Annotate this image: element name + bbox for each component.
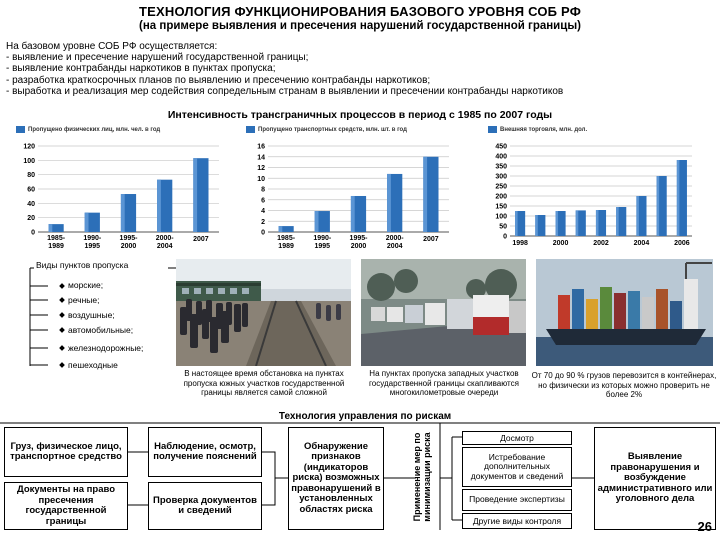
y-tick-label: 300 [495, 173, 507, 181]
y-tick-label: 10 [257, 175, 265, 183]
y-tick-label: 60 [27, 186, 35, 194]
y-tick-label: 100 [495, 213, 507, 221]
x-tick-label: 1989 [278, 243, 294, 250]
detect-text: Обнаружение признаков (индикаторов риска) возможных правонарушений в установленных областях риска [291, 440, 381, 515]
y-tick-label: 0 [31, 229, 35, 237]
apply-measures-text: Применение мер по минимизации риска [412, 432, 432, 522]
y-tick-label: 20 [27, 215, 35, 223]
x-tick-label: 1990- [313, 235, 332, 242]
x-tick-label: 2006 [674, 240, 690, 247]
port-caption: От 70 до 90 % грузов перевозится в контейнерах, но физически из которых можно проверить не более 2% [531, 371, 717, 399]
x-tick-label: 2004 [633, 240, 650, 247]
x-tick-label: 2000 [552, 240, 569, 247]
chart-title: Пропущено физических лиц, млн. чел. в год [28, 126, 161, 133]
checkpoint-item: автомобильные; [68, 325, 134, 335]
y-tick-label: 250 [495, 183, 507, 191]
y-tick-label: 2 [261, 218, 265, 226]
observe-box: Наблюдение, осмотр, получение пояснений [148, 427, 262, 477]
y-tick-label: 50 [499, 223, 507, 231]
intro-line: - выявление и пресечение нарушений государственной границы; [6, 52, 309, 64]
chart-title: Внешняя торговля, млн. дол. [500, 126, 588, 133]
y-tick-label: 120 [23, 143, 35, 151]
detect-box [288, 427, 384, 530]
result-box: Выявление правонарушения и возбуждение административного или уголовного дела [594, 427, 716, 530]
x-tick-label: 2000 [120, 243, 137, 250]
x-tick-label: 1985- [277, 235, 296, 242]
y-tick-label: 200 [495, 193, 507, 201]
x-tick-label: 2000- [385, 235, 404, 242]
x-tick-label: 2002 [593, 240, 609, 247]
x-tick-label: 2007 [423, 236, 439, 243]
checkpoint-item: речные; [68, 295, 100, 305]
y-tick-label: 6 [261, 197, 265, 205]
x-tick-label: 2000- [155, 235, 174, 242]
measure-other: Другие виды контроля [462, 513, 572, 529]
x-tick-label: 1990- [83, 235, 102, 242]
x-tick-label: 2004 [156, 243, 173, 250]
y-tick-label: 4 [261, 208, 265, 215]
y-tick-label: 150 [495, 203, 507, 211]
measure-documents: Истребование дополнительных документов и сведений [462, 447, 572, 487]
checkpoint-item: воздушные; [68, 310, 115, 320]
section-title: Интенсивность трансграничных процессов в период с 1985 по 2007 годы [167, 109, 553, 121]
management-title: Технология управления по рискам [278, 411, 452, 422]
y-tick-label: 80 [27, 172, 35, 180]
y-tick-label: 0 [261, 229, 265, 237]
x-tick-label: 1995- [349, 235, 368, 242]
chart-title: Пропущено транспортных средств, млн. шт. в год [258, 126, 407, 133]
object-cargo-box: Груз, физическое лицо, транспортное средство [4, 427, 128, 477]
x-tick-label: 1985- [47, 235, 66, 242]
x-tick-label: 1995 [84, 243, 101, 250]
y-tick-label: 16 [257, 143, 265, 151]
page-subtitle: (на примере выявления и пресечения нарушений государственной границы) [139, 20, 581, 32]
y-tick-label: 350 [495, 163, 507, 171]
measure-inspection: Досмотр [462, 431, 572, 445]
intro-line: - выработка и реализация мер содействия сопредельным странам в выявлении и пресечении контрабанды наркотиков [6, 85, 564, 97]
y-tick-label: 40 [27, 200, 35, 208]
checkpoint-item: пешеходные [68, 360, 118, 370]
y-tick-label: 450 [495, 143, 507, 151]
y-tick-label: 0 [503, 233, 507, 241]
x-tick-label: 2004 [386, 243, 403, 250]
intro-line: На базовом уровне СОБ РФ осуществляется: [6, 41, 218, 52]
checkpoint-item: железнодорожные; [68, 343, 144, 353]
x-tick-label: 1995 [314, 243, 331, 250]
x-tick-label: 2000 [350, 243, 367, 250]
y-tick-label: 14 [257, 154, 265, 162]
apply-measures-label [413, 427, 435, 527]
object-documents-box: Документы на право пресечения государственной границы [4, 482, 128, 530]
checkpoint-types-label: Виды пунктов пропуска [36, 260, 129, 270]
x-tick-label: 2007 [193, 236, 209, 243]
x-tick-label: 1995- [119, 235, 138, 242]
check-box: Проверка документов и сведений [148, 482, 262, 530]
intro-line: - выявление контрабанды наркотиков в пунктах пропуска; [6, 63, 276, 75]
y-tick-label: 400 [495, 153, 507, 161]
y-tick-label: 12 [257, 165, 265, 172]
y-tick-label: 8 [261, 186, 265, 194]
measure-expertise: Проведение экспертизы [462, 489, 572, 511]
trucks-caption: На пунктах пропуска западных участков государственной границы скапливаются многокилометровые очереди [369, 369, 519, 397]
rail-caption: В настоящее время обстановка на пунктах пропуска южных участков государственной границы является самой сложной [183, 369, 345, 397]
x-tick-label: 1989 [48, 243, 64, 250]
y-tick-label: 100 [23, 157, 35, 165]
x-tick-label: 1998 [512, 240, 528, 247]
checkpoint-item: морские; [68, 280, 104, 290]
page-title: ТЕХНОЛОГИЯ ФУНКЦИОНИРОВАНИЯ БАЗОВОГО УРОВНЯ СОБ РФ [138, 4, 582, 19]
intro-line: - разработка краткосрочных планов по выявлению и пресечению контрабанды наркотиков; [6, 74, 431, 86]
page-number: 26 [697, 519, 712, 534]
